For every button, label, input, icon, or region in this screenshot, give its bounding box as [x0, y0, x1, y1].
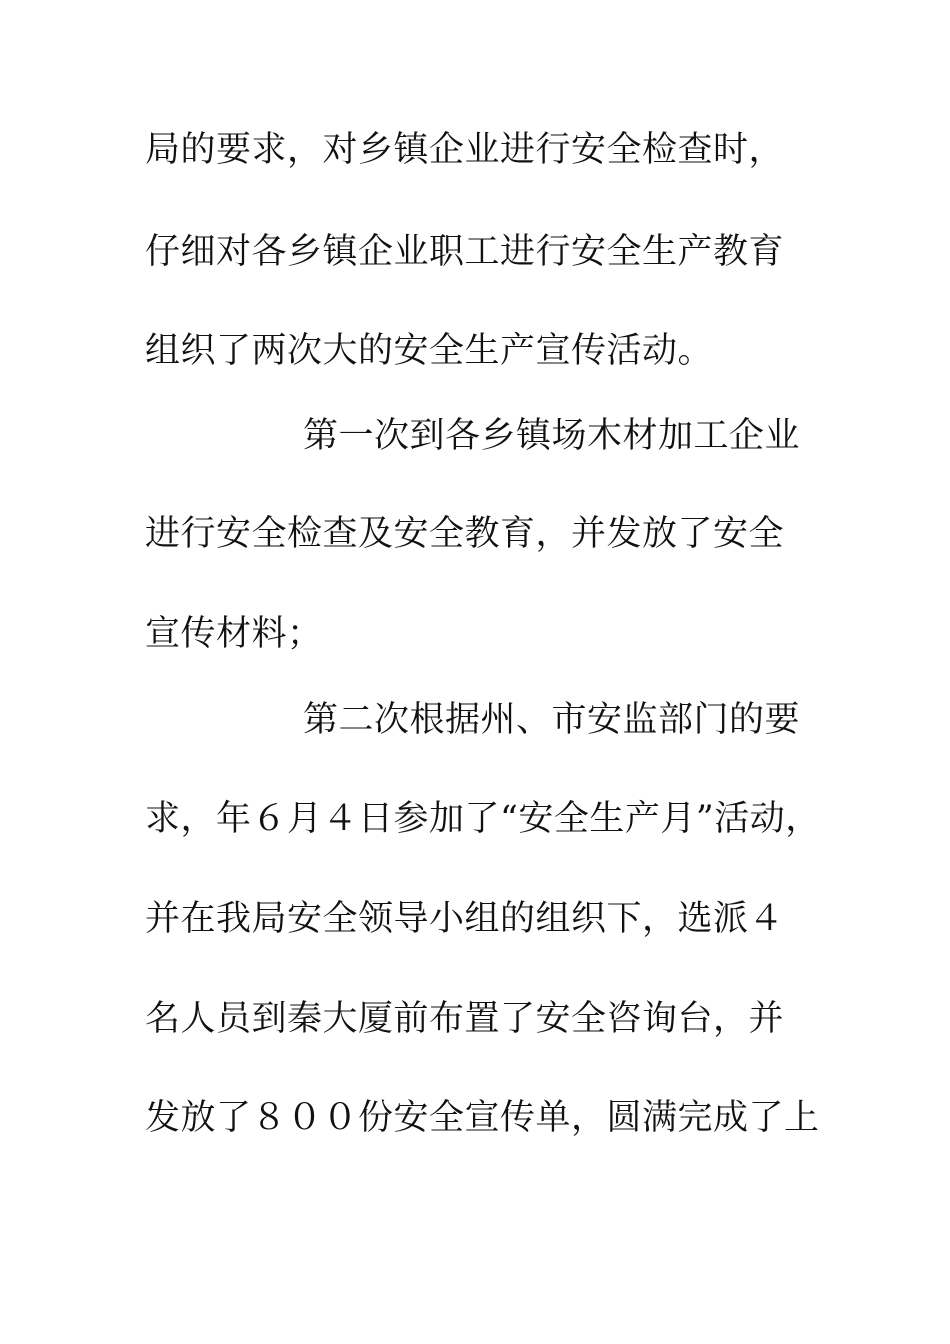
text-line-3: 组织了两次大的安全生产宣传活动。 — [145, 331, 714, 371]
text-line-1: 局的要求，对乡镇企业进行安全检查时， — [145, 130, 785, 170]
text-line-10: 名人员到秦大厦前布置了安全咨询台，并 — [145, 999, 785, 1039]
text-line-11: 发放了８００份安全宣传单，圆满完成了上 — [145, 1098, 820, 1138]
text-line-9: 并在我局安全领导小组的组织下，选派４ — [145, 899, 785, 939]
text-line-6: 宣传材料； — [145, 614, 323, 654]
text-line-8: 求，年６月４日参加了“安全生产月”活动， — [145, 799, 821, 839]
text-line-7: 第二次根据州、市安监部门的要 — [303, 700, 801, 740]
text-line-2: 仔细对各乡镇企业职工进行安全生产教育 — [145, 232, 785, 272]
text-line-5: 进行安全检查及安全教育，并发放了安全 — [145, 514, 785, 554]
text-line-4: 第一次到各乡镇场木材加工企业 — [303, 416, 801, 456]
